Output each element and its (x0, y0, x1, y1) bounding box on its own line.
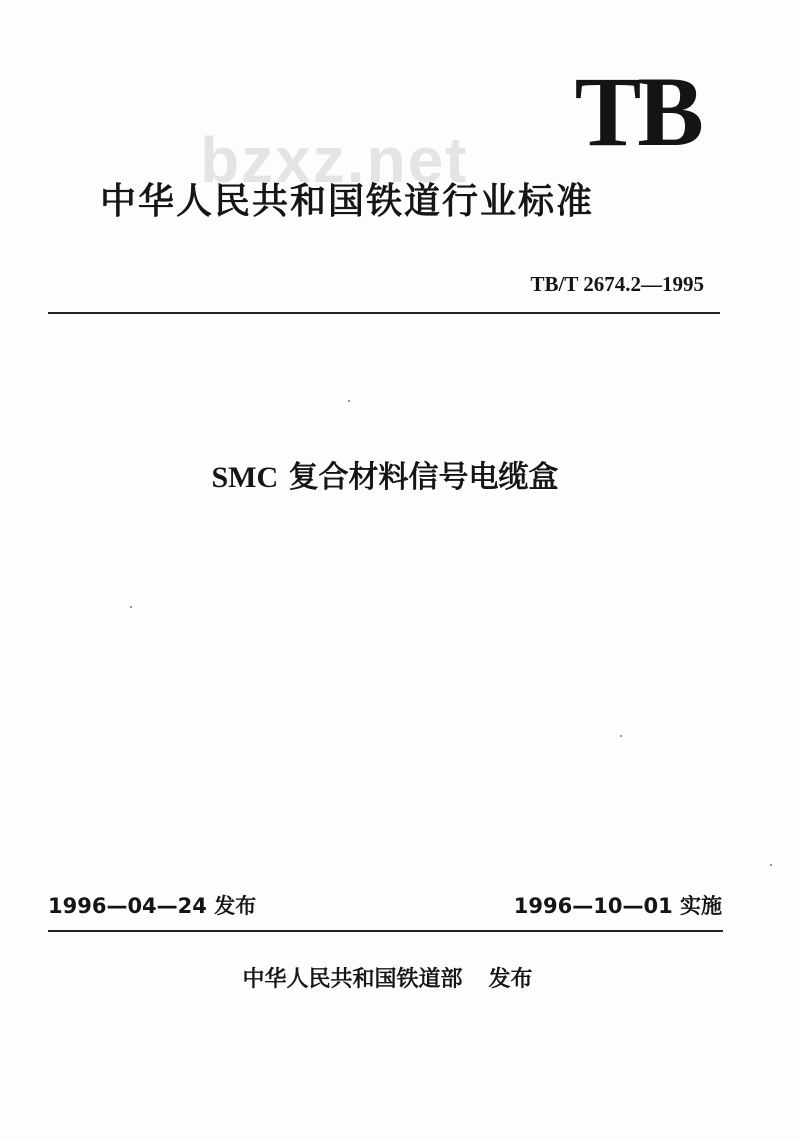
document-title-latin: SMC (211, 461, 279, 494)
scan-speck (620, 735, 622, 737)
bottom-divider (48, 930, 723, 932)
watermark: bzxz.net (200, 124, 469, 196)
publisher-name: 中华人民共和国铁道部 (242, 967, 463, 992)
standard-number: TB/T 2674.2—1995 (530, 272, 704, 296)
document-title-chinese: 复合材料信号电缆盒 (288, 460, 559, 495)
publisher-action: 发布 (488, 967, 533, 992)
organization-title: 中华人民共和国铁道行业标准 (100, 181, 595, 222)
document-title (0, 452, 770, 496)
scan-speck (130, 606, 132, 608)
publisher-line (0, 962, 775, 993)
implementation-date: 1996—10—01 实施 (513, 894, 722, 918)
top-divider (48, 312, 720, 314)
scan-speck (348, 400, 350, 402)
tb-logo: TB (574, 56, 700, 167)
issue-date: 1996—04—24 发布 (48, 894, 257, 918)
scan-speck (770, 864, 772, 866)
